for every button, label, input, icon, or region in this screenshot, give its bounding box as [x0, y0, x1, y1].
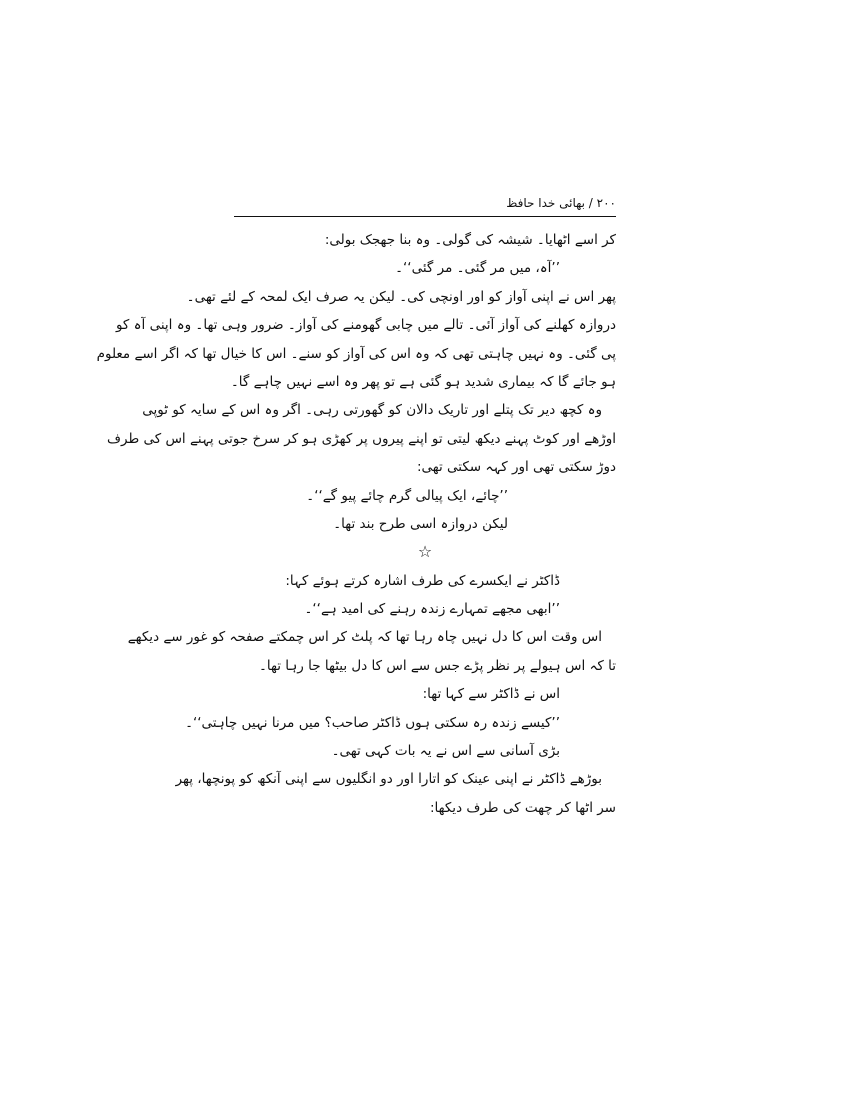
text-line: اس نے ڈاکٹر سے کہا تھا:	[422, 686, 560, 703]
header-rule	[234, 216, 616, 217]
page-body	[96, 226, 616, 822]
text-line: تا کہ اس ہیولے پر نظر پڑے جس سے اس کا دل بیٹھا جا رہا تھا۔	[258, 657, 616, 674]
section-divider-star	[234, 538, 616, 566]
text-line: پھر اس نے اپنی آواز کو اور اونچی کی۔ لیکن یہ صرف ایک لمحہ کے لئے تھی۔	[186, 288, 616, 305]
text-line: پی گئی۔ وہ نہیں چاہتی تھی کہ وہ اس کی آواز کو سنے۔ اس کا خیال تھا کہ اگر اسے معلوم	[96, 345, 616, 362]
text-line: ’’چائے، ایک پیالی گرم چائے پیو گے‘‘۔	[306, 487, 508, 504]
text-line: لیکن دروازہ اسی طرح بند تھا۔	[333, 515, 508, 532]
text-line: ’’آہ، میں مر گئی۔ مر گئی‘‘۔	[395, 260, 560, 277]
book-page	[96, 190, 616, 910]
text-line: بڑی آسانی سے اس نے یہ بات کہی تھی۔	[331, 743, 560, 760]
text-line: کر اسے اٹھایا۔ شیشہ کی گولی۔ وہ بنا جھجک بولی:	[324, 232, 616, 248]
text-line: اس وقت اس کا دل نہیں چاہ رہا تھا کہ پلٹ کر اس چمکتے صفحہ کو غور سے دیکھے	[127, 629, 602, 646]
text-line: وہ کچھ دیر تک پتلے اور تاریک دالان کو گھورتی رہی۔ اگر وہ اس کے سایہ کو ٹوپی	[142, 402, 602, 419]
text-line: بوڑھے ڈاکٹر نے اپنی عینک کو اتارا اور دو انگلیوں سے اپنی آنکھ کو پونچھا، پھر	[175, 771, 602, 788]
text-line: دوڑ سکتی تھی اور کہہ سکتی تھی:	[416, 459, 616, 476]
text-line: ’’کیسے زندہ رہ سکتی ہوں ڈاکٹر صاحب؟ میں مرنا نہیں چاہتی‘‘۔	[185, 714, 560, 731]
star-icon: ☆	[417, 542, 433, 562]
text-line: ’’ابھی مجھے تمہارے زندہ رہنے کی امید ہے‘‘۔	[304, 601, 560, 618]
text-line: دروازہ کھلنے کی آواز آئی۔ تالے میں چابی گھومنے کی آواز۔ ضرور وہی تھا۔ وہ اپنی آہ کو	[115, 317, 616, 334]
text-line: اوڑھے اور کوٹ پہنے دیکھ لیتی تو اپنے پیروں پر کھڑی ہو کر سرخ جوتی پہنے اس کی طرف	[107, 430, 616, 447]
text-line: سر اٹھا کر چھت کی طرف دیکھا:	[429, 799, 616, 816]
running-header: ۲۰۰ / بھائی خدا حافظ	[506, 196, 616, 210]
text-line: ہو جائے گا کہ بیماری شدید ہو گئی ہے تو پھر وہ اسے نہیں چاہے گا۔	[230, 373, 616, 390]
text-line: ڈاکٹر نے ایکسرے کی طرف اشارہ کرتے ہوئے کہا:	[285, 572, 560, 589]
